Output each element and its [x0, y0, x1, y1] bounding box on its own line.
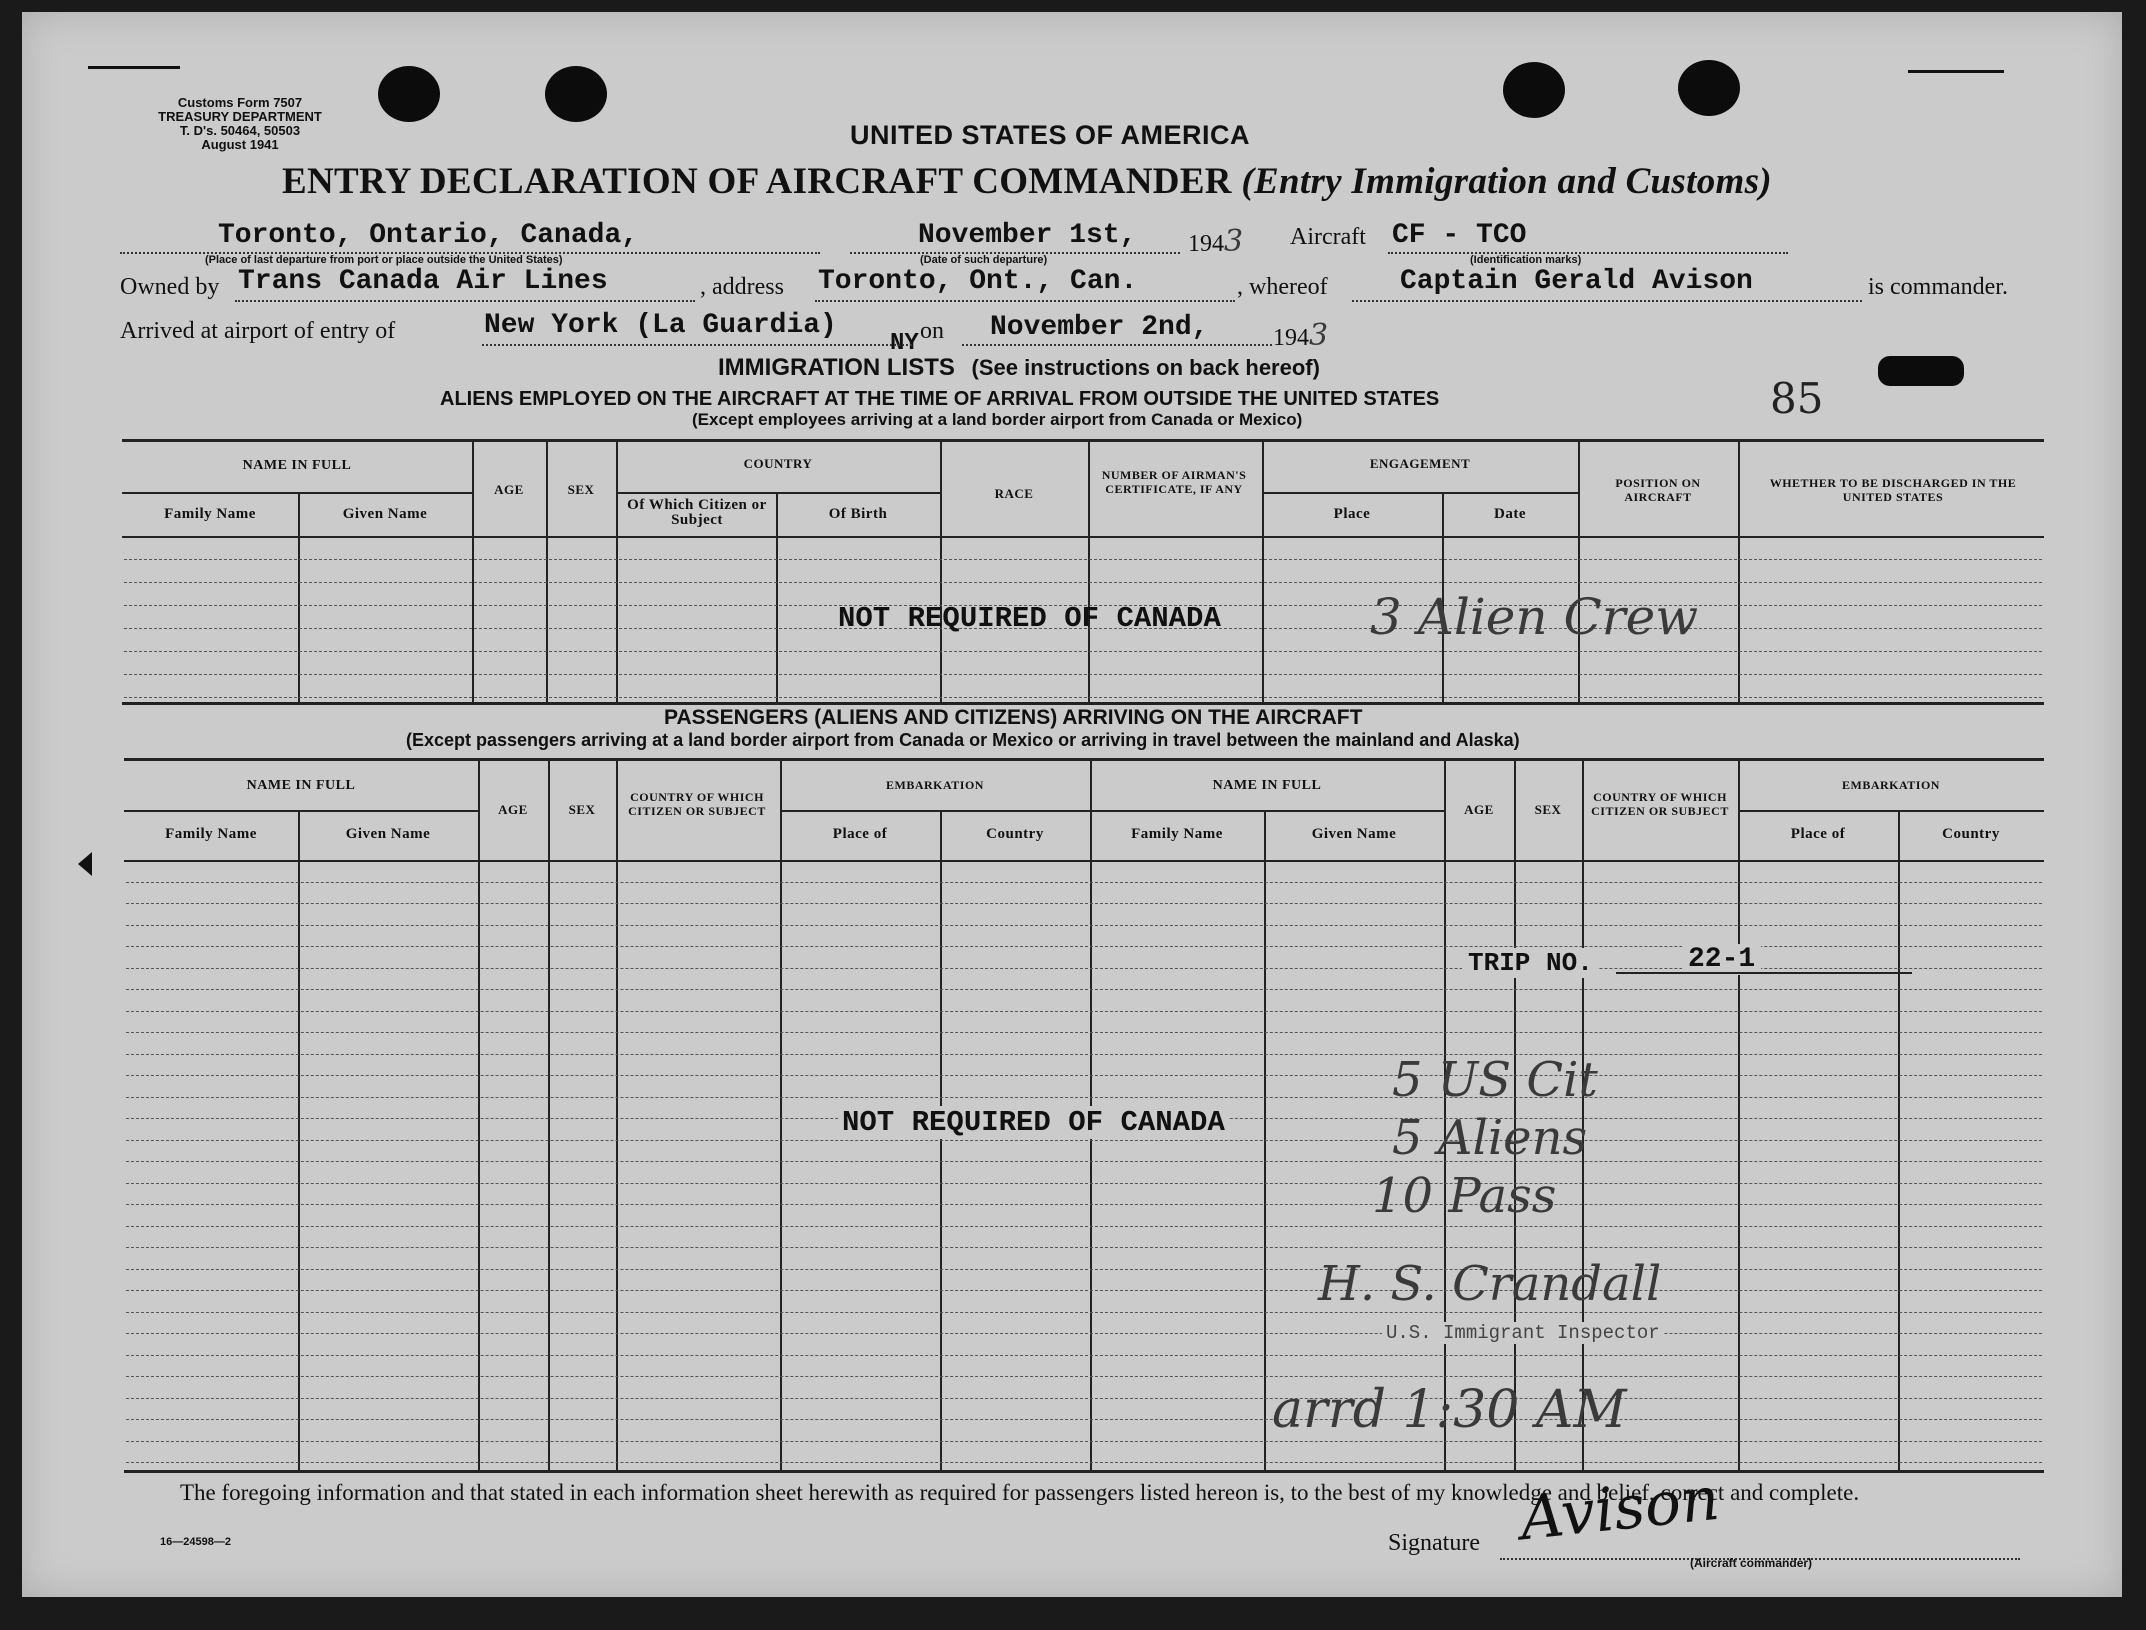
arrival-date-line: [962, 344, 1272, 346]
pass-col-divider: [780, 758, 782, 1470]
pass-col-divider: [1738, 758, 1740, 1470]
departure-year: 1943: [1188, 224, 1244, 259]
ruled-row-line: [126, 925, 2042, 926]
crew-handwritten-note: 3 Alien Crew: [1370, 588, 1699, 646]
hand-line-arrival-time: arrd 1:30 AM: [1272, 1380, 1627, 1440]
crew-header-race: RACE: [994, 486, 1034, 501]
pass-subheader-line: [124, 810, 478, 812]
form-date: August 1941: [201, 137, 279, 152]
pass-subheader-line: [1090, 810, 1444, 812]
pass-header-age: AGE: [498, 802, 528, 817]
crew-header-position: POSITION ON AIRCRAFT: [1615, 476, 1701, 504]
signature-label: Signature: [1388, 1530, 1480, 1556]
commander-line: [1352, 300, 1862, 302]
pass-header-citizen-2: COUNTRY OF WHICH CITIZEN OR SUBJECT: [1591, 790, 1729, 818]
departure-place: Toronto, Ontario, Canada,: [218, 220, 639, 251]
aircraft-label: Aircraft: [1290, 224, 1366, 250]
address-line: [815, 300, 1235, 302]
crew-table-top: [122, 439, 2044, 442]
crew-col-divider: [1578, 439, 1580, 702]
pass-table-bottom: [124, 1470, 2044, 1473]
crew-header-family: Family Name: [164, 506, 256, 522]
pass-header-place-of-2: Place of: [1790, 826, 1846, 842]
pass-header-sex-2: SEX: [1534, 802, 1562, 817]
punch-hole: [1503, 62, 1565, 118]
page-number: 85: [1770, 374, 1824, 423]
punch-hole: [1678, 60, 1740, 116]
commander-signature: Avison: [1516, 1463, 1723, 1555]
hand-line-aliens: 5 Aliens: [1392, 1110, 1588, 1166]
ruled-row-line: [126, 1204, 2042, 1205]
declaration-text: The foregoing information and that stated in each information sheet herewith as required for passengers listed hereon is, to the best of my knowledge and belief, correct and complete.: [180, 1480, 1860, 1505]
pass-header-name: NAME IN FULL: [246, 778, 356, 793]
ruled-row-line: [126, 1011, 2042, 1012]
punch-hole: [378, 66, 440, 122]
redaction-mark: [1878, 356, 1964, 386]
department: TREASURY DEPARTMENT: [158, 109, 322, 124]
ruled-row-line: [126, 989, 2042, 990]
form-number: Customs Form 7507: [177, 95, 303, 110]
hand-line-passengers: 10 Pass: [1372, 1168, 1557, 1224]
crew-table-header-bottom: [122, 536, 2044, 538]
arrival-on-label: on: [920, 318, 944, 344]
pass-table-header-bottom: [124, 860, 2044, 862]
crew-subheader-line: [122, 492, 472, 494]
td-numbers: T. D's. 50464, 50503: [179, 123, 301, 138]
pass-col-divider: [548, 758, 550, 1470]
pass-header-family: Family Name: [165, 826, 257, 842]
pass-subheader-line: [1738, 810, 2044, 812]
pass-subheader-line: [780, 810, 1090, 812]
pass-header-age-2: AGE: [1464, 802, 1494, 817]
ruled-row-line: [126, 1054, 2042, 1055]
commander-suffix: is commander.: [1868, 274, 2008, 300]
pass-header-place-of: Place of: [832, 826, 888, 842]
aliens-subheading: (Except employees arriving at a land border airport from Canada or Mexico): [692, 410, 1303, 429]
pass-table-top: [124, 758, 2044, 761]
pass-col-divider: [616, 758, 618, 1470]
ruled-row-line: [126, 1333, 2042, 1334]
crew-col-divider: [298, 492, 300, 702]
owned-by-label: Owned by: [120, 274, 220, 300]
ruled-row-line: [126, 1419, 2042, 1420]
passengers-stamp: NOT REQUIRED OF CANADA: [838, 1106, 1229, 1139]
arrival-year: 1943: [1273, 318, 1329, 353]
ruled-row-line: [126, 1097, 2042, 1098]
crew-table-bottom: [122, 702, 2044, 705]
pass-header-given: Given Name: [345, 826, 431, 842]
arrival-date: November 2nd,: [990, 312, 1209, 343]
crew-col-divider: [546, 439, 548, 702]
trip-value: 22-1: [1682, 944, 1761, 975]
aliens-heading: ALIENS EMPLOYED ON THE AIRCRAFT AT THE TIME OF ARRIVAL FROM OUTSIDE THE UNITED STATES: [440, 388, 1440, 410]
pass-header-citizen: COUNTRY OF WHICH CITIZEN OR SUBJECT: [628, 790, 766, 818]
ruled-row-line: [124, 582, 2042, 583]
edge-mark: [1908, 70, 2004, 73]
departure-place-caption: (Place of last departure from port or place outside the United States): [205, 254, 563, 266]
crew-header-citizen: Of Which Citizen or Subject: [627, 497, 767, 528]
crew-col-divider: [776, 492, 778, 702]
ruled-row-line: [124, 674, 2042, 675]
ruled-row-line: [124, 697, 2042, 698]
arrival-airport-line: [482, 344, 912, 346]
ruled-row-line: [126, 1312, 2042, 1313]
ruled-row-line: [126, 1441, 2042, 1442]
departure-date-caption: (Date of such departure): [920, 254, 1048, 266]
pass-header-country: Country: [986, 826, 1044, 842]
arrival-airport: New York (La Guardia): [484, 310, 837, 341]
inspector-stamp: U.S. Immigrant Inspector: [1382, 1322, 1664, 1344]
pass-header-embarkation-2: EMBARKATION: [1842, 778, 1940, 792]
crew-stamp: NOT REQUIRED OF CANADA: [838, 602, 1221, 635]
aircraft-caption: (Identification marks): [1470, 254, 1582, 266]
crew-header-engagement: ENGAGEMENT: [1369, 456, 1471, 471]
hand-line-inspector-name: H. S. Crandall: [1318, 1256, 1662, 1312]
ruled-row-line: [126, 1075, 2042, 1076]
owned-by-line: [235, 300, 695, 302]
title-sub: (Entry Immigration and Customs): [1241, 161, 1772, 202]
pass-header-family-2: Family Name: [1131, 826, 1223, 842]
departure-date: November 1st,: [918, 220, 1137, 251]
ruled-row-line: [126, 1140, 2042, 1141]
address-label: , address: [700, 274, 784, 300]
signature-caption: (Aircraft commander): [1690, 1556, 1813, 1570]
whereof-label: , whereof: [1237, 274, 1328, 300]
punch-hole: [545, 66, 607, 122]
page-title: [282, 160, 1772, 203]
crew-header-place: Place: [1333, 506, 1371, 522]
pass-header-sex: SEX: [568, 802, 596, 817]
crew-col-divider: [616, 439, 618, 702]
pass-header-embarkation: EMBARKATION: [886, 778, 984, 792]
ruled-row-line: [126, 1269, 2042, 1270]
owned-by-value: Trans Canada Air Lines: [238, 266, 608, 297]
form-number-block: [110, 96, 370, 152]
pass-col-divider: [478, 758, 480, 1470]
pass-header-given-2: Given Name: [1311, 826, 1397, 842]
crew-header-discharged: WHETHER TO BE DISCHARGED IN THE UNITED STATES: [1769, 476, 2017, 504]
ruled-row-line: [124, 559, 2042, 560]
crew-header-certificate: NUMBER OF AIRMAN'S CERTIFICATE, IF ANY: [1101, 468, 1247, 496]
address-value: Toronto, Ont., Can.: [818, 266, 1138, 297]
ruled-row-line: [126, 1161, 2042, 1162]
edge-mark: [88, 66, 180, 69]
crew-col-divider: [472, 439, 474, 702]
aircraft-line: [1388, 252, 1788, 254]
country-heading: UNITED STATES OF AMERICA: [850, 120, 1250, 150]
aircraft-value: CF - TCO: [1392, 220, 1527, 251]
crew-col-divider: [940, 439, 942, 702]
crew-col-divider: [1088, 439, 1090, 702]
passengers-heading: PASSENGERS (ALIENS AND CITIZENS) ARRIVING ON THE AIRCRAFT: [664, 706, 1363, 729]
pass-header-country-2: Country: [1942, 826, 2000, 842]
ruled-row-line: [126, 1032, 2042, 1033]
ruled-row-line: [124, 651, 2042, 652]
commander-value: Captain Gerald Avison: [1400, 266, 1753, 297]
crew-header-sex: SEX: [567, 482, 595, 497]
ruled-row-line: [126, 1290, 2042, 1291]
trip-underline: [1616, 972, 1912, 974]
trip-label: TRIP NO.: [1462, 948, 1599, 978]
margin-arrow-icon: [78, 852, 92, 876]
crew-col-divider: [1262, 439, 1264, 702]
ruled-row-line: [126, 882, 2042, 883]
ruled-row-line: [126, 1376, 2042, 1377]
crew-header-birth: Of Birth: [828, 506, 888, 522]
crew-header-age: AGE: [494, 482, 524, 497]
crew-header-country: COUNTRY: [743, 456, 813, 471]
ruled-row-line: [126, 1462, 2042, 1463]
ruled-row-line: [126, 903, 2042, 904]
ruled-row-line: [126, 1226, 2042, 1227]
pass-header-name-2: NAME IN FULL: [1212, 778, 1322, 793]
crew-subheader-line: [616, 492, 940, 494]
print-code: 16—24598—2: [160, 1536, 231, 1548]
ruled-row-line: [126, 1355, 2042, 1356]
crew-header-given: Given Name: [342, 506, 428, 522]
crew-header-date: Date: [1494, 506, 1526, 522]
crew-col-divider: [1738, 439, 1740, 702]
hand-line-us-citizens: 5 US Cit: [1392, 1052, 1598, 1108]
crew-header-name: NAME IN FULL: [242, 458, 352, 473]
ruled-row-line: [126, 1247, 2042, 1248]
arrival-ny-note: NY: [890, 330, 919, 357]
passengers-subheading: (Except passengers arriving at a land border airport from Canada or Mexico or arriving in travel between the mainland and Alaska): [406, 730, 1520, 750]
arrival-label: Arrived at airport of entry of: [120, 318, 396, 344]
immigration-title: IMMIGRATION LISTS (See instructions on back hereof): [718, 354, 1320, 381]
title-main: ENTRY DECLARATION OF AIRCRAFT COMMANDER: [282, 161, 1232, 202]
ruled-row-line: [126, 1183, 2042, 1184]
ruled-row-line: [126, 1398, 2042, 1399]
crew-subheader-line: [1262, 492, 1578, 494]
